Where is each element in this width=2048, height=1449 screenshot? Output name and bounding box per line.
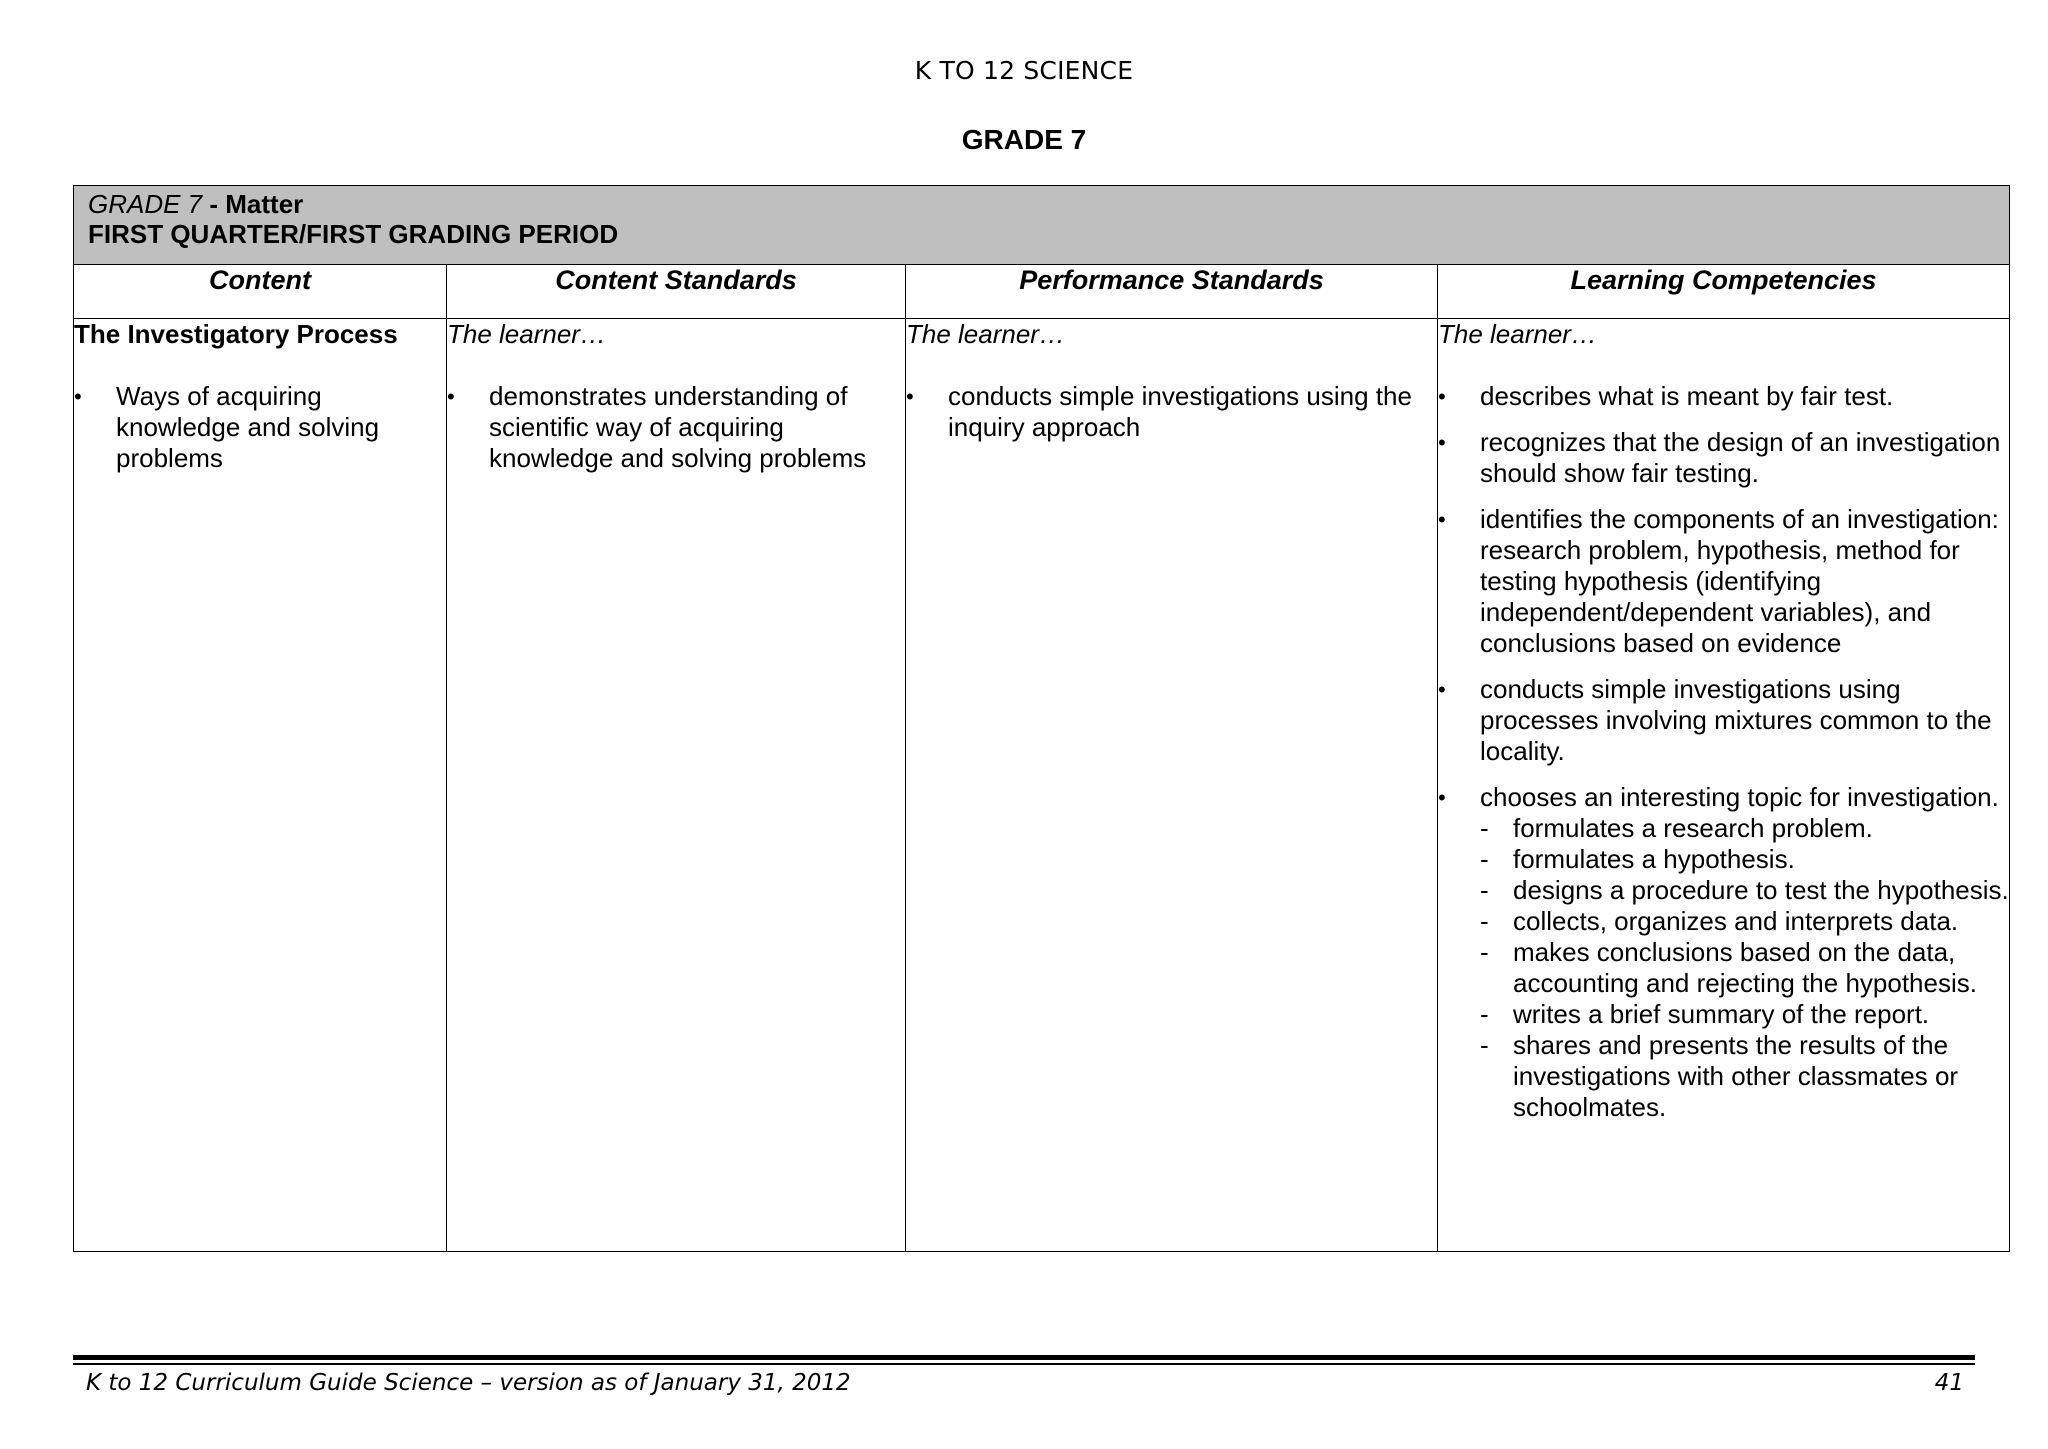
- content-standards-list: [447, 381, 905, 474]
- footer-rule-thick: [73, 1355, 1975, 1360]
- column-header-performance-standards: Performance Standards: [906, 265, 1438, 319]
- sub-list-item: - makes conclusions based on the data, accounting and rejecting the hypothesis.: [1480, 937, 2009, 999]
- learning-competencies-lead: The learner…: [1438, 319, 1597, 349]
- content-cell: [74, 319, 447, 1252]
- sub-list-item: - collects, organizes and interprets data.: [1480, 906, 2009, 937]
- content-list: [74, 381, 446, 474]
- sub-list-item: - writes a brief summary of the report.: [1480, 999, 2009, 1030]
- band-subject-label: - Matter: [202, 189, 304, 219]
- section-band-row: [74, 186, 2010, 265]
- sub-list-item: - shares and presents the results of the investigations with other classmates or schoolmates.: [1480, 1030, 2009, 1123]
- learning-competencies-list: [1438, 381, 2009, 1123]
- band-period-label: FIRST QUARTER/FIRST GRADING PERIOD: [88, 219, 619, 249]
- column-header-row: [74, 265, 2010, 319]
- list-item: • conducts simple investigations using the inquiry approach: [906, 381, 1437, 443]
- grade-heading: GRADE 7: [961, 124, 1087, 155]
- sub-list-item: - formulates a research problem.: [1480, 813, 2009, 844]
- column-header-content: Content: [74, 265, 447, 319]
- column-header-learning-competencies: Learning Competencies: [1438, 265, 2010, 319]
- page-number: 41: [1934, 1370, 1964, 1396]
- footer-version-text: K to 12 Curriculum Guide Science – version as of January 31, 2012: [86, 1370, 851, 1396]
- content-standards-lead: The learner…: [447, 319, 606, 349]
- sub-list-item: - designs a procedure to test the hypothesis.: [1480, 875, 2009, 906]
- list-item: • describes what is meant by fair test.: [1438, 381, 2009, 412]
- table-row: [74, 319, 2010, 1252]
- sub-list: [1480, 813, 2009, 1123]
- curriculum-table: [73, 185, 2010, 1252]
- list-item: • Ways of acquiring knowledge and solving problems: [74, 381, 446, 474]
- performance-standards-lead: The learner…: [906, 319, 1065, 349]
- content-standards-cell: [447, 319, 906, 1252]
- list-item: • recognizes that the design of an investigation should show fair testing.: [1438, 427, 2009, 489]
- sub-list-item: - formulates a hypothesis.: [1480, 844, 2009, 875]
- learning-competencies-cell: [1438, 319, 2010, 1252]
- list-item: • identifies the components of an investigation: research problem, hypothesis, method for testing hypothesis (identifying independent/dependent variables), and conclusions based on evidence: [1438, 504, 2009, 659]
- document-title: K TO 12 SCIENCE: [914, 56, 1134, 85]
- footer-rule-thin: [73, 1363, 1975, 1365]
- list-item: • conducts simple investigations using processes involving mixtures common to the locality.: [1438, 674, 2009, 767]
- performance-standards-cell: [906, 319, 1438, 1252]
- content-title: The Investigatory Process: [74, 319, 398, 349]
- section-band: [74, 186, 2010, 265]
- list-item: • demonstrates understanding of scientific way of acquiring knowledge and solving problems: [447, 381, 905, 474]
- band-grade-subject: [88, 186, 1995, 219]
- performance-standards-list: [906, 381, 1437, 443]
- column-header-content-standards: Content Standards: [447, 265, 906, 319]
- band-grade-label: GRADE 7: [88, 189, 203, 219]
- list-item-with-subitems: [1438, 782, 2009, 1123]
- list-item-text: chooses an interesting topic for investigation.: [1480, 782, 1999, 812]
